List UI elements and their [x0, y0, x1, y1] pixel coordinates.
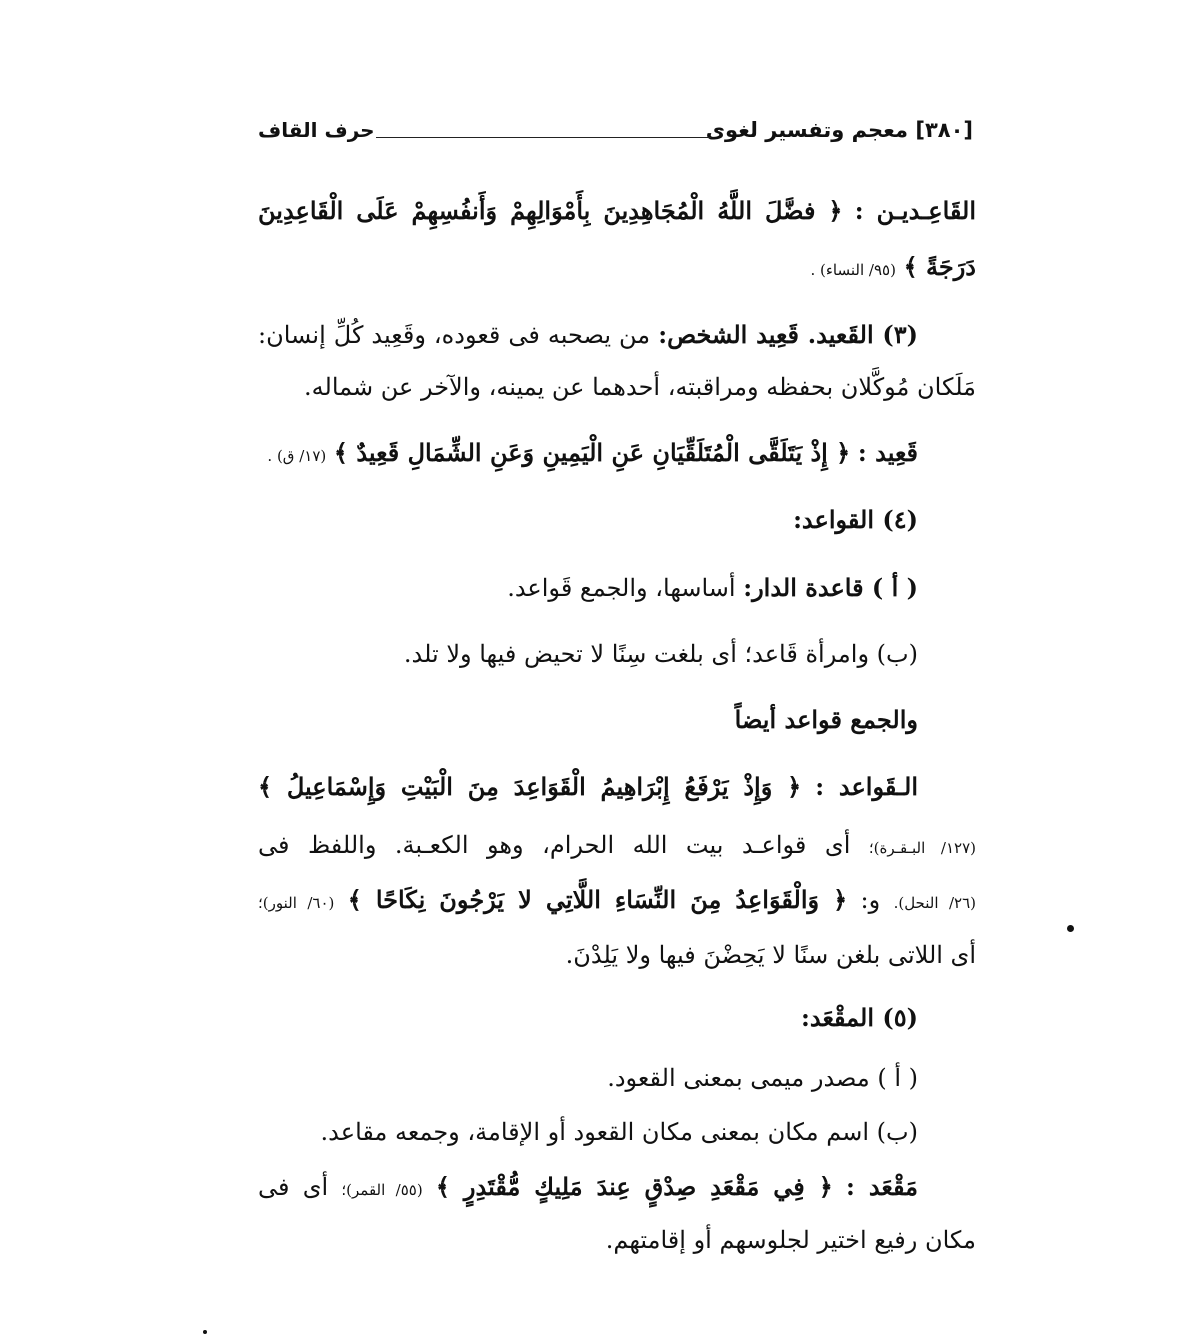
maqad-verse: ﴿ فِي مَقْعَدِ صِدْقٍ عِندَ مَلِيكٍ مُّقْتَدِرٍ ﴾	[435, 1172, 833, 1201]
qawaid-line-4: أى اللاتى بلغن سنًا لا يَحِضْنَ فيها ولا يَلِدْنَ.	[565, 941, 976, 969]
qawaid-verse-1: ﴿ وَإِذْ يَرْفَعُ إِبْرَاهِيمُ الْقَوَاعِدَ مِنَ الْبَيْتِ وَإِسْمَاعِيلُ ﴾	[258, 772, 802, 801]
qaidin-line-2	[258, 237, 976, 300]
item3-line-1	[258, 305, 976, 365]
qawaid-line-2	[258, 815, 976, 878]
qaidin-verse-part-1: ﴿ فضَّلَ اللَّهُ الْمُجَاهِدِينَ بِأَمْوَالِهِمْ وَأَنفُسِهِمْ عَلَى الْقَاعِدِينَ	[258, 196, 843, 225]
qaidin-line-1	[258, 181, 976, 241]
qaidin-verse-part-2: دَرَجَةً ﴾	[903, 252, 976, 281]
scan-speck	[203, 1330, 207, 1334]
item3-text-1: من يصحبه فى قعوده، وقَعِيد كُلِّ إنسان:	[258, 321, 651, 349]
qawaid-text-2: أى قواعـد بيت الله الحرام، وهو الكعـبة. واللفظ فى	[258, 831, 851, 859]
qawaid-term: الـقَواعد :	[815, 772, 918, 801]
qawaid-line-3	[258, 870, 976, 933]
item4-a-label: ( أ ) قاعدة الدار:	[743, 573, 918, 602]
item5-a-line: ( أ ) مصدر ميمى بمعنى القعود.	[607, 1064, 918, 1092]
qawaid-verse-2: ﴿ وَالْقَوَاعِدُ مِنَ النِّسَاءِ اللَّاتِي لا يَرْجُونَ نِكَاحًا ﴾	[347, 885, 848, 914]
item4-a-text: أساسها، والجمع قَواعد.	[507, 574, 736, 602]
scan-speck	[1067, 925, 1074, 932]
qaidin-term: القَاعِـديـن :	[854, 196, 976, 225]
page-number-and-book-title: [٣٨٠] معجم وتفسير لغوى	[705, 118, 973, 142]
item3-heading: (٣) القَعيد. قَعِيد الشخص:	[658, 320, 918, 349]
qaid-term: قَعِيد :	[857, 438, 918, 467]
qawaid-reference-1: (١٢٧/ البـقـرة)؛	[868, 839, 976, 857]
maqad-term: مَقْعَد :	[846, 1172, 919, 1201]
qawaid-reference-3: (٦٠/ النور)؛	[258, 894, 335, 912]
maqad-line-2: مكان رفيع اختير لجلوسهم أو إقامتهم.	[605, 1226, 976, 1254]
qaidin-reference: (٩٥/ النساء) .	[810, 261, 896, 279]
item5-heading: (٥) المقْعَد:	[801, 1003, 918, 1032]
section-title: حرف القاف	[258, 118, 375, 142]
item4-b-line: (ب) وامرأة قَاعد؛ أى بلغت سِنًا لا تحيض فيها ولا تلد.	[403, 640, 918, 668]
page-header	[258, 118, 973, 154]
qaid-line	[258, 423, 976, 486]
item4-heading: (٤) القواعد:	[793, 505, 918, 534]
qawaid-reference-2: (٢٦/ النحل).	[893, 894, 977, 912]
item4-plural-note: والجمع قواعد أيضاً	[734, 705, 918, 734]
item5-b-line: (ب) اسم مكان بمعنى مكان القعود أو الإقامة، وجمعه مقاعد.	[320, 1118, 918, 1146]
item3-line-2: مَلَكان مُوكَّلان بحفظه ومراقبته، أحدهما عن يمينه، والآخر عن شماله.	[304, 373, 976, 401]
maqad-reference: (٥٥/ القمر)؛	[341, 1181, 423, 1199]
header-rule	[376, 137, 711, 138]
qawaid-line-1	[258, 757, 976, 817]
qaid-reference: (١٧/ ق) .	[267, 447, 327, 465]
item4-a-line	[258, 558, 976, 618]
maqad-text-end: أى فى	[258, 1173, 329, 1201]
qawaid-connector: و:	[860, 886, 881, 914]
qaid-verse: ﴿ إِذْ يَتَلَقَّى الْمُتَلَقِّيَانِ عَنِ الْيَمِينِ وَعَنِ الشِّمَالِ قَعِيدٌ ﴾	[333, 438, 851, 467]
